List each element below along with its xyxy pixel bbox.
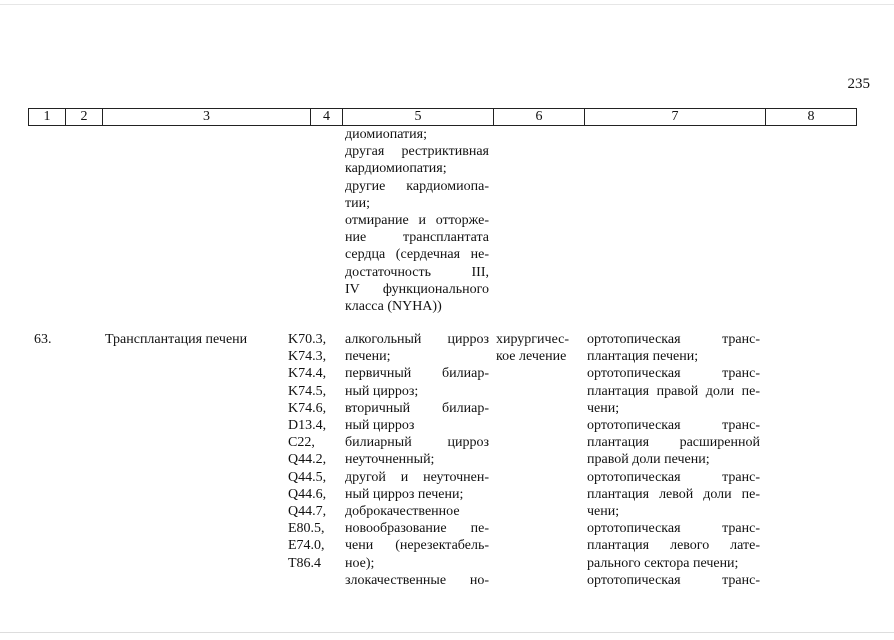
text-line: другой и неуточнен- — [345, 469, 489, 485]
icd-code: K74.4, — [288, 366, 327, 382]
row-name — [105, 331, 247, 348]
scan-edge-bottom — [0, 632, 894, 633]
text-line: неуточненный; — [345, 452, 435, 468]
text-line: чени; — [587, 400, 620, 416]
text-line: диомиопатия; — [345, 127, 427, 142]
text-line: плантация печени; — [587, 349, 699, 365]
icd-code: T86.4 — [288, 555, 322, 571]
text-line: чени; — [587, 504, 620, 520]
header-col-7: 7 — [585, 109, 766, 125]
icd-code: D13.4, — [288, 418, 327, 434]
text-line: ное); — [345, 555, 375, 571]
header-col-1: 1 — [29, 109, 66, 125]
text-line: ортотопическая транс- — [587, 521, 760, 537]
row-treatment-type — [496, 331, 569, 365]
row-methods — [587, 331, 760, 589]
icd-code: K74.3, — [288, 349, 327, 365]
icd-code: Q44.7, — [288, 504, 327, 520]
row-conditions — [345, 331, 489, 589]
icd-code: K74.6, — [288, 400, 327, 416]
row-number-text: 63. — [34, 332, 52, 347]
text-line: чени (нерезектабель- — [345, 538, 489, 554]
text-line: плантация левой доли пе- — [587, 486, 760, 502]
text-line: алкогольный цирроз — [345, 332, 489, 347]
icd-code: E74.0, — [288, 538, 325, 554]
text-line: отмирание и отторже- — [345, 213, 489, 229]
icd-code: C22, — [288, 435, 315, 451]
header-col-2: 2 — [66, 109, 103, 125]
text-line: ный цирроз; — [345, 383, 419, 399]
text-line: первичный билиар- — [345, 366, 489, 382]
text-line: ный цирроз — [345, 418, 415, 434]
text-line: другие кардиомиопа- — [345, 178, 489, 194]
text-line: печени; — [345, 349, 391, 365]
header-col-6: 6 — [494, 109, 585, 125]
text-line: рального сектора печени; — [587, 555, 739, 571]
text-line: кардиомиопатия; — [345, 161, 447, 177]
row-icd-codes — [288, 331, 326, 572]
text-line: новообразование пе- — [345, 521, 489, 537]
header-col-4: 4 — [311, 109, 343, 125]
text-line: злокачественные но- — [345, 572, 489, 588]
text-line: плантация правой доли пе- — [587, 383, 760, 399]
text-line: плантация левого лате- — [587, 538, 760, 554]
header-col-8: 8 — [807, 109, 815, 124]
icd-code: E80.5, — [288, 521, 325, 537]
header-col-5: 5 — [343, 109, 494, 125]
text-line: вторичный билиар- — [345, 400, 489, 416]
icd-code: Q44.6, — [288, 486, 327, 502]
text-line: другая рестриктивная — [345, 144, 489, 160]
icd-code: Q44.5, — [288, 469, 327, 485]
text-line: ортотопическая транс- — [587, 332, 760, 347]
page-number: 235 — [847, 76, 870, 92]
text-line: билиарный цирроз — [345, 435, 489, 451]
continuation-col5 — [345, 126, 489, 315]
text-line: ние трансплантата — [345, 230, 489, 246]
text-line: правой доли печени; — [587, 452, 710, 468]
text-line: класса (NYHA)) — [345, 299, 442, 315]
text-line: плантация расширенной — [587, 435, 760, 451]
row-name-text: Трансплантация печени — [105, 332, 248, 347]
text-line: ортотопическая транс- — [587, 572, 760, 588]
text-line: ортотопическая транс- — [587, 366, 760, 382]
text-line: ный цирроз печени; — [345, 486, 464, 502]
header-col-3: 3 — [103, 109, 311, 125]
text-line: ортотопическая транс- — [587, 469, 760, 485]
icd-code: K70.3, — [288, 332, 327, 347]
text-line: IV функционального — [345, 281, 489, 297]
icd-code: Q44.2, — [288, 452, 327, 468]
text-line: хирургичес- — [496, 332, 570, 347]
icd-code: K74.5, — [288, 383, 327, 399]
row-number — [34, 331, 52, 348]
text-line: доброкачественное — [345, 504, 460, 520]
text-line: сердца (сердечная не- — [345, 247, 489, 263]
text-line: достаточность III, — [345, 264, 489, 280]
text-line: ортотопическая транс- — [587, 418, 760, 434]
text-line: кое лечение — [496, 349, 567, 365]
table-header-row — [28, 108, 857, 126]
scan-edge-top — [0, 4, 894, 5]
text-line: тии; — [345, 195, 370, 211]
